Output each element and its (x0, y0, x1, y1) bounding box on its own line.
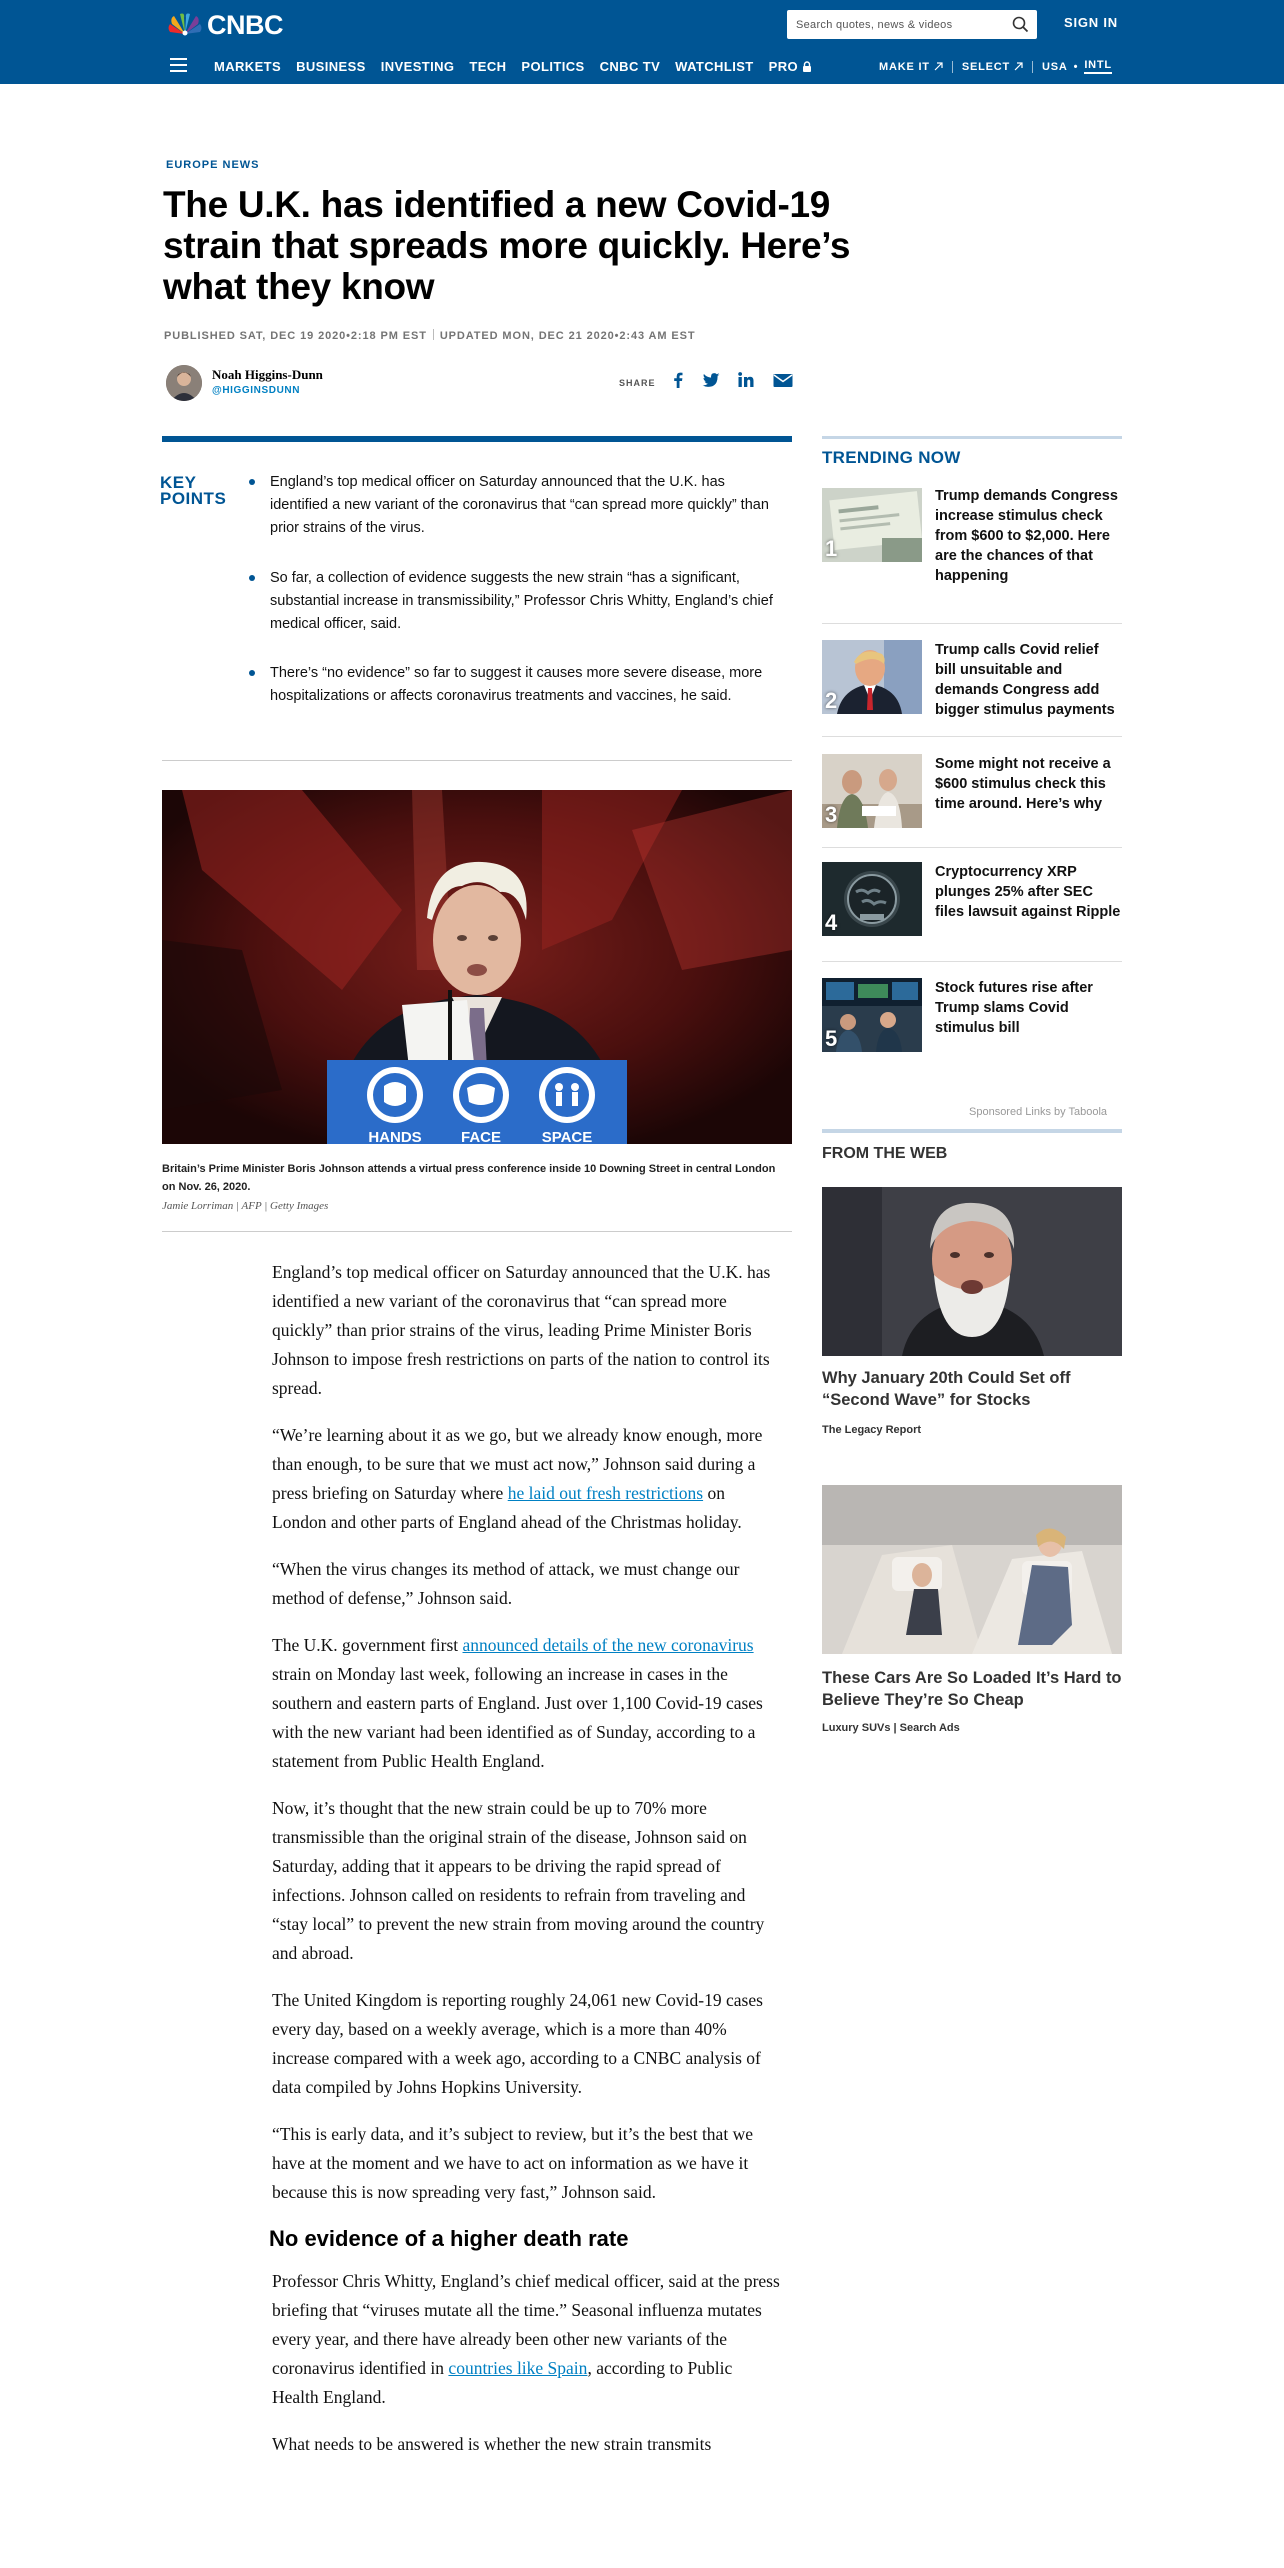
nav-select[interactable] (962, 61, 1023, 73)
nav-cnbc-tv[interactable]: CNBC TV (599, 58, 661, 74)
image-credit: Jamie Lorriman | AFP | Getty Images (162, 1200, 329, 1212)
key-points-bar (162, 436, 792, 442)
twitter-icon[interactable] (701, 370, 721, 390)
sign-word-hands: HANDS (368, 1129, 422, 1144)
published-date: PUBLISHED SAT, DEC 19 2020•2:18 PM EST (164, 330, 427, 342)
luxury-car-interior-photo (822, 1485, 1122, 1654)
edition-dot: • (1073, 60, 1079, 73)
nav-select-label: SELECT (961, 60, 1011, 73)
body-text: on London and other parts of England ahead of the Christmas holiday. (272, 1483, 742, 1532)
trending-item[interactable] (822, 640, 1122, 737)
ad-headline[interactable]: These Cars Are So Loaded It’s Hard to Believe They’re So Cheap (822, 1669, 1122, 1709)
divider (162, 760, 792, 761)
facebook-icon[interactable] (668, 370, 688, 390)
trending-thumbnail (822, 862, 922, 936)
key-point-text: England’s top medical officer on Saturday announced that the U.K. has identified a new variant of the coronavirus that “can spread more quickly” than prior strains of the virus. (270, 474, 769, 536)
ad-image[interactable] (822, 1485, 1122, 1654)
trending-title: TRENDING NOW (822, 448, 961, 467)
nav-business[interactable]: BUSINESS (296, 58, 366, 74)
body-paragraph: “This is early data, and it’s subject to review, but it’s the best that we have at the moment and we have to act on information as we have it because this is now spreading very fast,” Johnson said. (272, 2124, 753, 2202)
nav-divider (952, 61, 953, 73)
trending-thumbnail (822, 640, 922, 714)
ad-source[interactable]: The Legacy Report (822, 1424, 922, 1436)
search-input[interactable] (796, 15, 1001, 34)
trending-item[interactable] (822, 486, 1122, 624)
nav-divider (1032, 61, 1033, 73)
key-points-title-line1: KEY (160, 473, 197, 492)
ad-source[interactable]: Luxury SUVs | Search Ads (822, 1722, 960, 1734)
author-name[interactable]: Noah Higgins-Dunn (212, 367, 323, 382)
sign-word-face: FACE (460, 1129, 502, 1144)
edition-intl[interactable]: INTL (1084, 59, 1112, 74)
section-tag[interactable]: EUROPE NEWS (166, 159, 260, 171)
author-handle[interactable]: @HIGGINSDUNN (212, 385, 301, 396)
search-icon[interactable] (1012, 16, 1029, 33)
body-paragraph: “When the virus changes its method of attack, we must change our method of defense,” Johnson said. (272, 1559, 740, 1608)
lock-icon (802, 61, 812, 72)
fresh-restrictions-link[interactable]: he laid out fresh restrictions (507, 1483, 704, 1503)
nav-tech[interactable]: TECH (469, 58, 507, 74)
article-headline: The U.K. has identified a new Covid-19 strain that spreads more quickly. Here’s what they know (163, 184, 851, 307)
trending-rank: 1 (825, 536, 838, 561)
key-points-title (160, 475, 226, 507)
linkedin-icon[interactable] (736, 370, 756, 390)
key-point (250, 662, 780, 708)
hero-image (162, 790, 792, 1144)
body-text: Professor Chris Whitty, England’s chief medical officer, said at the press briefing that “viruses mutate all the time.” Seasonal influenza mutates every year, and there have already been other new variants of the coronavirus identified in (272, 2271, 780, 2378)
trending-item[interactable] (822, 862, 1122, 962)
trending-item[interactable] (822, 978, 1122, 1056)
external-link-icon (934, 62, 943, 71)
trending-headline: Stock futures rise after Trump slams Covid stimulus bill (935, 980, 1093, 1036)
edition-usa[interactable]: USA (1042, 60, 1068, 73)
trending-headline: Some might not receive a $600 stimulus check this time around. Here’s why (935, 756, 1111, 812)
nav-make-it[interactable] (879, 61, 943, 73)
trending-bar (822, 436, 1122, 439)
trending-headline: Trump demands Congress increase stimulus check from $600 to $2,000. Here are the chances of that happening (935, 488, 1118, 584)
main-nav (214, 57, 827, 75)
divider (162, 1231, 792, 1232)
trending-thumbnail (822, 488, 922, 562)
nav-secondary (879, 59, 1112, 74)
body-text: “We’re learning about it as we go, but we already know enough, more than enough, to be sure that we must act now,” Johnson said during a press briefing on Saturday where (272, 1425, 763, 1503)
body-paragraph: Now, it’s thought that the new strain could be up to 70% more transmissible than the original strain of the disease, Johnson said on Saturday, adding that it appears to be driving the rapid spread of infections. Johnson called on residents to refrain from traveling and “stay local” to prevent the new strain from moving around the country and abroad. (272, 1798, 765, 1963)
trending-rank: 3 (825, 802, 838, 827)
trending-thumbnail (822, 978, 922, 1052)
menu-icon[interactable] (170, 58, 187, 72)
nav-pro[interactable] (769, 59, 812, 74)
author-photo (166, 365, 202, 401)
trending-rank: 5 (825, 1026, 838, 1051)
site-header (0, 0, 1284, 84)
article-dates (164, 329, 696, 342)
trending-headline: Trump calls Covid relief bill unsuitable and demands Congress add bigger stimulus payments (935, 642, 1115, 718)
updated-date: UPDATED MON, DEC 21 2020•2:43 AM EST (439, 330, 696, 342)
nav-watchlist[interactable]: WATCHLIST (675, 58, 754, 74)
body-text: , according to Public Health England. (272, 2358, 733, 2407)
sign-word-space: SPACE (541, 1129, 593, 1144)
trending-rank: 2 (825, 688, 838, 713)
body-text: The U.K. government first (272, 1635, 463, 1655)
nav-politics[interactable]: POLITICS (521, 58, 585, 74)
body-paragraph (272, 1421, 782, 1537)
body-text: strain on Monday last week, following an increase in cases in the southern and eastern parts of England. Just over 1,100 Covid-19 cases with the new variant had been identified as of Sunday, according to a statement from Public Health England. (272, 1664, 763, 1771)
logo-text: CNBC (207, 10, 283, 40)
body-paragraph: What needs to be answered is whether the new strain transmits (272, 2434, 712, 2454)
bearded-man-photo (822, 1187, 1122, 1356)
key-point (250, 567, 780, 636)
trending-headline: Cryptocurrency XRP plunges 25% after SEC files lawsuit against Ripple (935, 864, 1121, 920)
share-label: SHARE (619, 378, 656, 388)
key-point (250, 471, 780, 540)
sponsored-links-label[interactable]: Sponsored Links by Taboola (969, 1106, 1108, 1118)
body-paragraph (272, 1631, 782, 1776)
external-link-icon (1014, 62, 1023, 71)
cnbc-logo[interactable] (166, 12, 283, 38)
search-box[interactable] (787, 10, 1037, 39)
from-web-title: FROM THE WEB (822, 1145, 948, 1162)
author-avatar[interactable] (166, 365, 202, 401)
image-caption: Britain’s Prime Minister Boris Johnson attends a virtual press conference inside 10 Downing Street in central London on Nov. 26, 2020. (162, 1163, 776, 1193)
trending-rank: 4 (825, 910, 838, 935)
key-point-text: So far, a collection of evidence suggests the new strain “has a significant, substantial increase in transmissibility,” Professor Chris Whitty, England’s chief medical officer, said. (270, 570, 773, 632)
nav-pro-label: PRO (768, 58, 798, 74)
new-strain-details-link[interactable]: announced details of the new coronavirus (462, 1635, 754, 1655)
press-conference-photo (162, 790, 792, 1144)
body-paragraph (272, 2267, 782, 2412)
nav-markets[interactable]: MARKETS (214, 58, 282, 74)
body-subheading: No evidence of a higher death rate (269, 2226, 629, 2251)
key-point-text: There’s “no evidence” so far to suggest it causes more severe disease, more hospitalizations or affects coronavirus treatments and vaccines, he said. (270, 665, 763, 704)
article-body (269, 1258, 782, 2477)
body-paragraph: The United Kingdom is reporting roughly 24,061 new Covid-19 cases every day, based on a weekly average, which is a more than 40% increase compared with a week ago, according to a CNBC analysis of data compiled by Johns Hopkins University. (272, 1990, 763, 2097)
peacock-icon (166, 12, 204, 38)
date-divider (433, 329, 434, 340)
email-icon[interactable] (772, 370, 794, 390)
nav-investing[interactable]: INVESTING (380, 58, 455, 74)
sign-in-link[interactable]: SIGN IN (1064, 15, 1118, 30)
body-paragraph: England’s top medical officer on Saturday announced that the U.K. has identified a new variant of the coronavirus that “can spread more quickly” than prior strains of the virus, leading Prime Minister Boris Johnson to impose fresh restrictions on parts of the nation to control its spread. (272, 1262, 771, 1398)
ad-headline[interactable]: Why January 20th Could Set off “Second Wave” for Stocks (822, 1369, 1071, 1409)
nav-make-it-label: MAKE IT (879, 60, 930, 73)
trending-thumbnail (822, 754, 922, 828)
key-points-title-line2: POINTS (160, 489, 227, 508)
trending-item[interactable] (822, 754, 1122, 848)
from-web-bar (822, 1129, 1122, 1133)
countries-like-spain-link[interactable]: countries like Spain (448, 2358, 588, 2378)
ad-image[interactable] (822, 1187, 1122, 1356)
